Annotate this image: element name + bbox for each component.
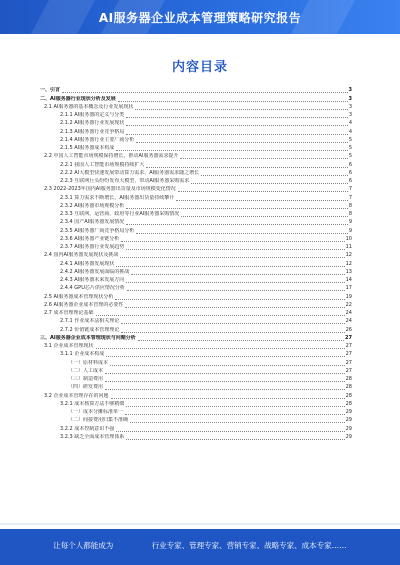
toc-entry[interactable] xyxy=(40,185,352,193)
report-title: AI服务器企业成本管理策略研究报告 xyxy=(98,11,302,25)
toc-entry[interactable] xyxy=(40,111,352,119)
toc-entry[interactable] xyxy=(40,375,352,383)
toc-leader-dots xyxy=(126,208,348,209)
toc-entry-label: 2.1.5 AI服务器成本构成 xyxy=(60,145,115,151)
toc-entry-label: （四）研发费用 xyxy=(68,384,104,391)
toc-entry-page: 27 xyxy=(345,359,352,366)
footer-roles: 行业专家、管理专家、营销专家、战略专家、成本专家…… xyxy=(151,541,347,550)
toc-entry[interactable] xyxy=(40,317,352,325)
toc-entry-page: 28 xyxy=(345,400,352,407)
toc-entry-page: 6 xyxy=(348,178,352,184)
toc-leader-dots xyxy=(126,117,348,118)
toc-entry[interactable] xyxy=(40,408,352,416)
toc-entry[interactable] xyxy=(40,358,352,366)
toc-leader-dots xyxy=(96,315,345,316)
toc-entry-label: 2.1.3 AI服务器行业竞争格局 xyxy=(60,128,125,135)
toc-entry[interactable] xyxy=(40,391,352,399)
toc-entry-page: 19 xyxy=(345,293,352,300)
toc-entry-label: 3.1 企业成本管理现状 xyxy=(44,343,94,349)
toc-entry-label: 2.7.1 作业成本法相关理论 xyxy=(60,318,120,325)
toc-entry[interactable] xyxy=(40,268,352,276)
toc-entry[interactable] xyxy=(40,160,352,168)
toc-leader-dots xyxy=(96,348,345,349)
toc-leader-dots xyxy=(62,92,348,93)
toc-entry[interactable] xyxy=(40,284,352,292)
toc-entry-page: 6 xyxy=(348,169,352,176)
toc-entry-label: （三）制造费用 xyxy=(68,376,104,382)
toc-entry-page: 3 xyxy=(348,87,352,94)
toc-entry-label: 2.1.2 AI服务器行业发展现状 xyxy=(60,120,125,127)
toc-entry-label: 3.2 企业成本管理存在的问题 xyxy=(44,392,109,399)
toc-entry-page: 14 xyxy=(345,277,352,283)
toc-entry[interactable] xyxy=(40,86,352,94)
toc-entry-label: （一）原材料成本 xyxy=(68,359,109,366)
toc-entry[interactable] xyxy=(40,276,352,284)
toc-entry-label: 3.2.3 缺乏全面成本管理体系 xyxy=(60,433,125,440)
toc-entry[interactable] xyxy=(40,251,352,259)
toc-leader-dots xyxy=(176,200,348,201)
toc-leader-dots xyxy=(111,398,345,399)
toc-entry-label: （二）间接费用归集不准确 xyxy=(68,417,129,424)
toc-entry-page: 8 xyxy=(348,211,352,217)
toc-entry-label: 2.2.2 AI大模型快速发展带动算力需求，AI服务器需求随之增长 xyxy=(60,169,200,176)
toc-leader-dots xyxy=(136,142,348,143)
toc-entry[interactable] xyxy=(40,152,352,160)
toc-entry[interactable] xyxy=(40,136,352,144)
toc-leader-dots xyxy=(120,257,344,258)
toc-leader-dots xyxy=(115,299,344,300)
toc-entry[interactable] xyxy=(40,367,352,375)
toc-leader-dots xyxy=(116,266,344,267)
toc-leader-dots xyxy=(127,290,345,291)
toc-entry[interactable] xyxy=(40,350,352,358)
toc-leader-dots xyxy=(105,373,345,374)
toc-entry-label: 2.2.1 我国人工智能市场规模持续扩大 xyxy=(60,161,145,168)
toc-entry-page: 22 xyxy=(345,301,352,308)
toc-entry[interactable] xyxy=(40,94,352,102)
toc-entry[interactable] xyxy=(40,325,352,333)
toc-leader-dots xyxy=(138,340,344,341)
toc-entry-label: 2.3 2022-2023年国内AI服务器出货量及市场规模变化情况 xyxy=(44,186,176,193)
toc-entry-label: （一）成本分摊标准单一 xyxy=(68,409,124,415)
toc-entry-page: 27 xyxy=(345,351,352,358)
toc-leader-dots xyxy=(126,134,348,135)
toc-entry[interactable] xyxy=(40,400,352,408)
toc-entry-page: 4 xyxy=(348,120,352,127)
toc-entry[interactable] xyxy=(40,193,352,201)
toc-entry-page: 11 xyxy=(345,244,352,250)
toc-leader-dots xyxy=(106,356,344,357)
toc-entry-label: 2.3.4 国产AI服务器发展情况 xyxy=(60,219,125,226)
toc-entry[interactable] xyxy=(40,292,352,300)
toc-leader-dots xyxy=(180,158,347,159)
toc-leader-dots xyxy=(125,307,344,308)
toc-leader-dots xyxy=(121,323,344,324)
toc-entry-page: 9 xyxy=(348,219,352,226)
toc-entry[interactable] xyxy=(40,169,352,177)
toc-entry-label: 2.3.3 互联网、运营商、政府等行业AI服务器采购情况 xyxy=(60,211,180,217)
toc-entry-label: 2.3.1 算力需求不断增长，AI服务器出货量持续攀升 xyxy=(60,194,175,201)
toc-entry-label: 2.4.4 GPU芯片供应情况分析 xyxy=(60,285,125,292)
toc-entry[interactable] xyxy=(40,309,352,317)
toc-entry-page: 7 xyxy=(348,194,352,201)
toc-leader-dots xyxy=(136,233,348,234)
toc-entry[interactable] xyxy=(40,103,352,111)
toc-entry-page: 26 xyxy=(345,326,352,333)
toc-entry-label: 二、AI服务器行业现状分析及发展 xyxy=(40,95,116,102)
toc-entry-label: 2.3.2 AI服务器市场规模分析 xyxy=(60,202,125,209)
toc-entry-label: 2.1.1 AI服务器的定义与分类 xyxy=(60,112,125,118)
toc-heading: 内容目录 xyxy=(171,60,228,75)
toc-entry[interactable] xyxy=(40,416,352,424)
toc-entry-label: 2.7.2 价值链成本管理理论 xyxy=(60,326,120,333)
toc-leader-dots xyxy=(191,183,348,184)
footer-text xyxy=(0,540,400,551)
toc-leader-dots xyxy=(118,101,348,102)
toc-entry-label: 2.1 AI服务器的基本概念及行业发展现状 xyxy=(44,103,134,110)
toc-entry-label: 三、AI服务器企业成本管理现状与问题分析 xyxy=(40,334,136,341)
toc-entry-page: 17 xyxy=(345,285,352,292)
toc-entry[interactable] xyxy=(40,210,352,218)
toc-entry-page: 29 xyxy=(345,433,352,440)
toc-leader-dots xyxy=(126,406,344,407)
toc-entry-page: 13 xyxy=(345,268,352,275)
toc-entry-page: 27 xyxy=(345,343,352,349)
toc-entry-label: 3.2.1 成本核算方法不够精细 xyxy=(60,400,125,407)
toc-entry-page: 24 xyxy=(345,310,352,316)
toc-entry-label: 2.3.5 AI服务器厂商竞争格局分析 xyxy=(60,227,135,234)
toc-entry-page: 27 xyxy=(345,367,352,374)
toc-entry-page: 4 xyxy=(348,128,352,135)
toc-leader-dots xyxy=(126,249,344,250)
header-bar xyxy=(0,0,400,34)
toc-leader-dots xyxy=(110,365,345,366)
toc-entry-page: 5 xyxy=(348,145,352,151)
toc-leader-dots xyxy=(126,282,344,283)
toc-entry-label: （二）人工成本 xyxy=(68,367,104,374)
toc-entry[interactable] xyxy=(40,383,352,391)
toc-entry-page: 3 xyxy=(348,103,352,110)
toc-entry-label: 2.7 成本管理理论基础 xyxy=(44,310,94,316)
toc-entry[interactable] xyxy=(40,226,352,234)
toc-leader-dots xyxy=(105,381,345,382)
toc-leader-dots xyxy=(121,332,344,333)
toc-entry-label: 2.3.6 AI服务器产业链分析 xyxy=(60,235,120,242)
toc-entry-page: 5 xyxy=(348,153,352,160)
footer-divider xyxy=(0,523,400,525)
toc-entry-page: 28 xyxy=(345,392,352,399)
toc-leader-dots xyxy=(181,216,348,217)
toc-entry-label: 2.4.1 AI服务器发展现状 xyxy=(60,260,115,267)
toc-entry[interactable] xyxy=(40,259,352,267)
toc-entry-label: 2.2.3 互联网巨头纷纷发布大模型，带动AI服务器采购需求 xyxy=(60,178,190,184)
toc-entry[interactable] xyxy=(40,119,352,127)
toc-entry-label: 2.4.3 AI服务器未来发展方向 xyxy=(60,277,125,283)
toc-entry-page: 29 xyxy=(345,417,352,424)
toc-entry-page: 3 xyxy=(348,95,352,102)
toc-entry-label: 2.5 AI服务器成本管理现状分析 xyxy=(44,293,114,300)
toc-entry[interactable] xyxy=(40,235,352,243)
toc-leader-dots xyxy=(126,224,348,225)
toc-entry-page: 29 xyxy=(345,425,352,432)
toc-leader-dots xyxy=(126,439,344,440)
toc-entry-page: 24 xyxy=(345,318,352,325)
toc-entry[interactable] xyxy=(40,301,352,309)
toc-leader-dots xyxy=(135,109,347,110)
toc-entry-page: 7 xyxy=(348,186,352,193)
toc-entry-label: 3.2.2 成本控制意识不强 xyxy=(60,425,115,432)
toc-leader-dots xyxy=(178,191,348,192)
toc-entry-label: 一、引言 xyxy=(40,87,61,94)
toc-leader-dots xyxy=(131,274,344,275)
table-of-contents xyxy=(40,86,352,441)
toc-entry[interactable] xyxy=(40,177,352,185)
footer-slogan: 让每个人都能成为 xyxy=(53,541,114,550)
toc-leader-dots xyxy=(121,241,344,242)
toc-entry-label: 2.1.4 AI服务器行业主要厂商分析 xyxy=(60,136,135,143)
toc-leader-dots xyxy=(105,389,345,390)
toc-entry-page: 27 xyxy=(345,334,352,341)
toc-entry[interactable] xyxy=(40,334,352,342)
toc-entry-label: 2.3.7 AI服务器行业发展趋势 xyxy=(60,244,125,250)
toc-entry[interactable] xyxy=(40,424,352,432)
toc-entry-page: 28 xyxy=(345,376,352,382)
toc-entry[interactable] xyxy=(40,433,352,441)
toc-entry-label: 2.4.2 AI服务器发展面临的挑战 xyxy=(60,268,130,275)
toc-entry-page: 8 xyxy=(348,202,352,209)
toc-entry[interactable] xyxy=(40,218,352,226)
toc-leader-dots xyxy=(126,125,348,126)
toc-entry[interactable] xyxy=(40,243,352,251)
toc-entry-page: 3 xyxy=(348,112,352,118)
toc-entry-page: 9 xyxy=(348,227,352,234)
toc-leader-dots xyxy=(116,431,344,432)
toc-entry[interactable] xyxy=(40,342,352,350)
toc-leader-dots xyxy=(201,175,348,176)
toc-leader-dots xyxy=(116,150,348,151)
toc-entry[interactable] xyxy=(40,144,352,152)
toc-leader-dots xyxy=(146,167,347,168)
toc-entry-page: 12 xyxy=(345,260,352,267)
toc-entry-label: 2.2 中国人工智能市场规模保持增长，推动AI服务器需求提升 xyxy=(44,153,179,160)
toc-entry-page: 28 xyxy=(345,384,352,391)
toc-entry-label: 2.6 AI服务器企业成本管理的必要性 xyxy=(44,301,124,308)
toc-entry-page: 5 xyxy=(348,136,352,143)
toc-entry-page: 29 xyxy=(345,409,352,415)
toc-entry[interactable] xyxy=(40,202,352,210)
toc-entry-page: 12 xyxy=(345,252,352,259)
toc-entry-page: 10 xyxy=(345,235,352,242)
toc-entry-page: 6 xyxy=(348,161,352,168)
toc-leader-dots xyxy=(130,422,345,423)
toc-entry-label: 2.4 国内AI服务器发展现状及挑战 xyxy=(44,252,119,259)
toc-entry[interactable] xyxy=(40,127,352,135)
toc-leader-dots xyxy=(125,414,345,415)
toc-entry-label: 3.1.1 企业成本构成 xyxy=(60,351,105,358)
